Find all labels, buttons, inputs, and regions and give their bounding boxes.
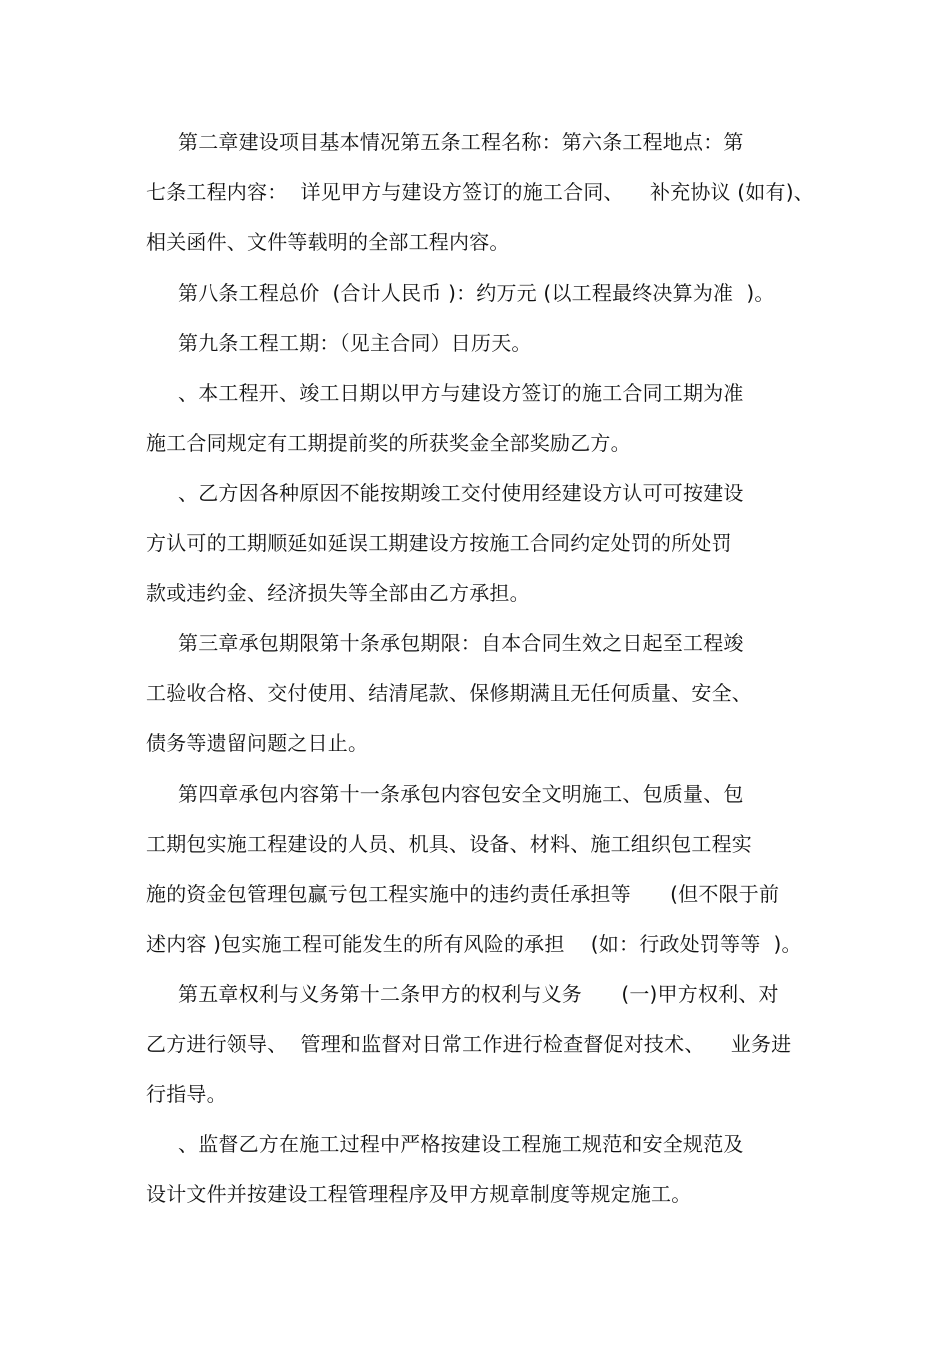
- text-line: 、乙方因各种原因不能按期竣工交付使用经建设方认可可按建设: [178, 481, 744, 505]
- text-line: 施工合同规定有工期提前奖的所获奖金全部奖励乙方。: [146, 431, 631, 455]
- text-line: 第四章承包内容第十一条承包内容包安全文明施工、包质量、包: [178, 782, 744, 806]
- text-line: 乙方进行领导、 管理和监督对日常工作进行检查督促对技术、 业务进: [146, 1032, 792, 1056]
- text-line: 第二章建设项目基本情况第五条工程名称：第六条工程地点：第: [178, 130, 744, 154]
- text-line: 设计文件并按建设工程管理程序及甲方规章制度等规定施工。: [146, 1182, 692, 1206]
- text-line: 方认可的工期顺延如延误工期建设方按施工合同约定处罚的所处罚: [146, 531, 732, 555]
- text-line: 行指导。: [146, 1082, 227, 1106]
- text-line: 七条工程内容： 详见甲方与建设方签订的施工合同、 补充协议 (如有)、: [146, 180, 814, 204]
- text-line: 款或违约金、经济损失等全部由乙方承担。: [146, 581, 530, 605]
- text-line: 第九条工程工期：（见主合同）日历天。: [178, 331, 532, 355]
- text-line: 债务等遗留问题之日止。: [146, 731, 369, 755]
- text-line: 、本工程开、竣工日期以甲方与建设方签订的施工合同工期为准: [178, 381, 744, 405]
- text-line: 相关函件、文件等载明的全部工程内容。: [146, 230, 510, 254]
- text-line: 述内容 )包实施工程可能发生的所有风险的承担 (如：行政处罚等等 )。: [146, 932, 802, 956]
- text-line: 第八条工程总价 (合计人民币 )：约万元 (以工程最终决算为准 )。: [178, 281, 775, 305]
- text-line: 、监督乙方在施工过程中严格按建设工程施工规范和安全规范及: [178, 1132, 744, 1156]
- text-line: 第三章承包期限第十条承包期限：自本合同生效之日起至工程竣: [178, 631, 744, 655]
- text-line: 工期包实施工程建设的人员、机具、设备、材料、施工组织包工程实: [146, 832, 752, 856]
- text-line: 施的资金包管理包赢亏包工程实施中的违约责任承担等 (但不限于前: [146, 882, 780, 906]
- text-line: 工验收合格、交付使用、结清尾款、保修期满且无任何质量、安全、: [146, 681, 752, 705]
- text-line: 第五章权利与义务第十二条甲方的权利与义务 (一)甲方权利、对: [178, 982, 779, 1006]
